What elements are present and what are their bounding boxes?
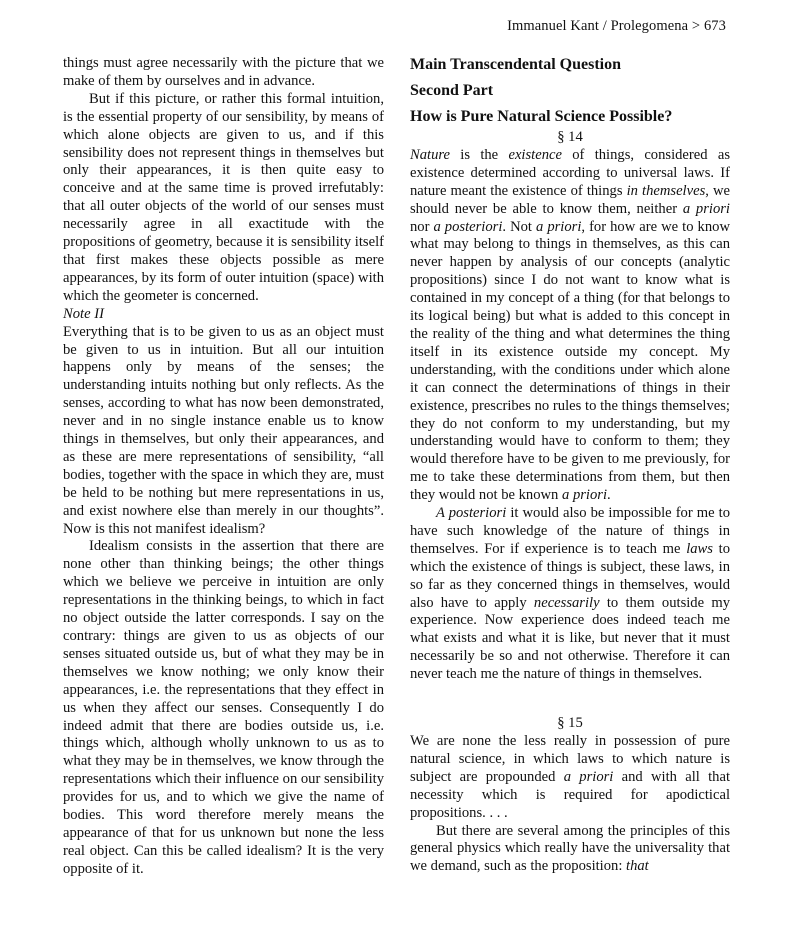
paragraph-s14-a-posteriori: A posteriori it would also be impossible for me to have such knowledge of the nature of things in themselves. For if experience is to teach me laws to which the existence of things is subject, these laws, in so far as they concerned things in themselves, would also have to apply necessarily to them outside my experience. Now experience does indeed teach me what exists and what it is like, but never that it must necessarily be so and not otherwise. Therefore it can never teach me the nature of things in themselves. xyxy=(410,505,731,683)
paragraph-s14-nature: Nature is the existence of things, considered as existence determined according to universal laws. If nature meant the existence of things in themselves, we should never be able to know them, neither a priori nor a posteriori. Not a priori, for how are we to know what may belong to things in themselves, as this can never happen by analysis of our concepts (analytic propositions) since I do not want to know what is contained in my concept of a thing (for that belongs to its logical being) but what is added to this concept in the reality of the thing and what determines the thing itself in its existence outside my concept. My understanding, with the conditions under which alone it can connect the determinations of things in their existence, prescribes no rules to the things themselves; they do not conform to my understanding, but my understanding would have to conform to them; they would therefore have to be given to me previously, for me to take these determinations from them, but then they would not be known a priori. xyxy=(410,146,730,504)
right-column xyxy=(410,55,730,876)
running-head xyxy=(507,18,726,35)
section-14-heading: § 14 xyxy=(557,129,583,145)
paragraph-note-ii: Everything that is to be given to us as an object must be given to us in intuition. But all our intuition happens only by means of the senses; the understanding intuits nothing but only reflects. As the senses, according to what has now been demonstrated, never and in no single instance enable us to know things in themselves, but only their appearances, and as these are mere representations of sensibility, “all bodies, together with the space in which they are, must be held to be nothing but mere representations in us, and exist nowhere else than merely in our thoughts”. Now is this not manifest idealism? xyxy=(63,323,384,537)
heading-second-part: Second Part xyxy=(410,82,494,99)
work-title: Prolegomena xyxy=(610,18,689,34)
heading-natural-science: How is Pure Natural Science Possible? xyxy=(410,108,673,125)
paragraph-idealism: Idealism consists in the assertion that there are none other than thinking beings; the other things which we believe we perceive in intuition are only representations in the thinking beings, to which in fact no object outside the latter corresponds. I say on the contrary: things are given to us as objects of our senses situated outside us, but of what they may be in themselves we know nothing; we only know their appearances, i.e. the representations that they effect in us when they affect our senses. Consequently I do indeed admit that there are bodies outside us, i.e. things which, although wholly unknown to us as to what they may be in themselves, we know through the representations which their influence on our sensibility provides for us, and to which we give the name of bodies. This word therefore merely means the appearance of that for us unknown but none the less real object. Can this be called idealism? It is the very opposite of it. xyxy=(63,538,384,877)
section-15-heading: § 15 xyxy=(557,715,583,732)
author-name: Immanuel Kant xyxy=(507,18,599,34)
note-heading: Note II xyxy=(63,305,104,322)
paragraph-continuation: things must agree necessarily with the picture that we make of them by ourselves and in advance. xyxy=(63,55,384,89)
separator: / xyxy=(602,18,607,34)
paragraph-s15-principles: But there are several among the principles of this general physics which really have the universality that we demand, such as the proposition: that xyxy=(410,822,730,875)
left-column xyxy=(63,55,384,879)
page-number: 673 xyxy=(703,18,726,34)
heading-main-question: Main Transcendental Question xyxy=(410,56,621,73)
paragraph-formal-intuition: But if this picture, or rather this formal intuition, is the essential property of our sensibility, by means of which alone objects are given to us, and if this sensibility does not represent things in themselves but only their appearances, it is then quite easy to conceive and at the same time is proved irrefutably: that all outer objects of the world of our senses must necessarily agree in all exactitude with the propositions of geometry, because it is sensibility itself that first makes these objects possible as mere appearances, by its form of outer intuition (space) with which the geometer is concerned. xyxy=(63,90,384,304)
paragraph-s15-pure-science: We are none the less really in possession of pure natural science, in which laws to which nature is subject are propounded a priori and with all that necessity which is required for apodictical propositions. . . . xyxy=(410,733,730,821)
arrow-icon: > xyxy=(691,18,701,34)
